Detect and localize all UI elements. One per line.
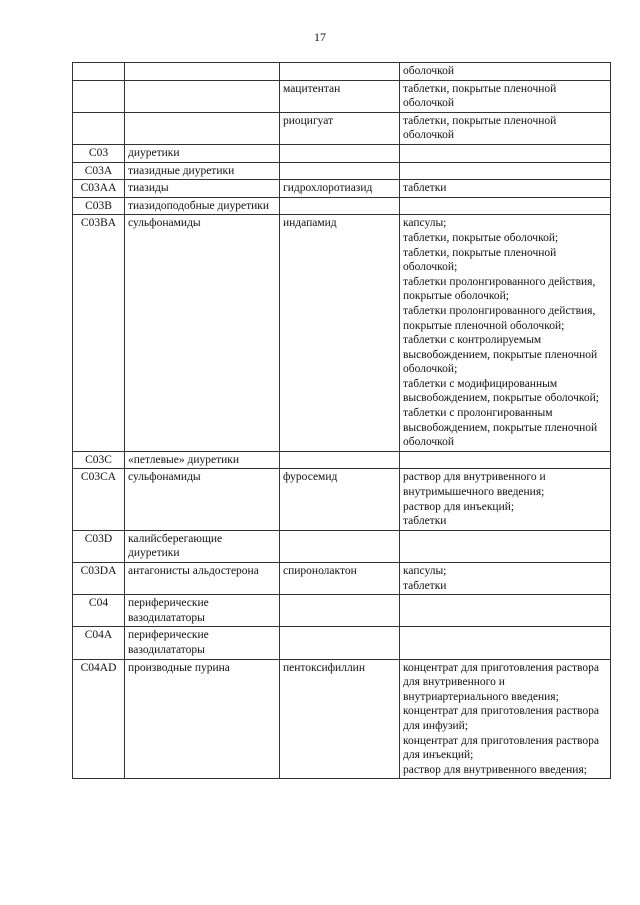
table-row bbox=[73, 627, 611, 659]
drug-name-cell bbox=[280, 197, 400, 215]
atc-code-cell: C03BA bbox=[73, 215, 125, 452]
drug-name-cell: риоцигуат bbox=[280, 112, 400, 144]
atc-code-cell: C03C bbox=[73, 451, 125, 469]
drug-name-cell bbox=[280, 63, 400, 81]
table-row bbox=[73, 112, 611, 144]
group-name-cell: периферические вазодилататоры bbox=[125, 627, 280, 659]
atc-code-cell: C03DA bbox=[73, 563, 125, 595]
table-row bbox=[73, 530, 611, 562]
group-name-cell: диуретики bbox=[125, 144, 280, 162]
drug-name-cell: индапамид bbox=[280, 215, 400, 452]
group-name-cell: «петлевые» диуретики bbox=[125, 451, 280, 469]
group-name-cell: тиазидоподобные диуретики bbox=[125, 197, 280, 215]
group-name-cell: производные пурина bbox=[125, 659, 280, 779]
dosage-forms-cell: таблетки bbox=[400, 180, 611, 198]
group-name-cell: сульфонамиды bbox=[125, 469, 280, 530]
atc-code-cell: C03AA bbox=[73, 180, 125, 198]
atc-code-cell: C03B bbox=[73, 197, 125, 215]
table-row bbox=[73, 80, 611, 112]
group-name-cell: сульфонамиды bbox=[125, 215, 280, 452]
table-row bbox=[73, 215, 611, 452]
table-row bbox=[73, 162, 611, 180]
dosage-forms-cell bbox=[400, 627, 611, 659]
table-row bbox=[73, 595, 611, 627]
drug-name-cell bbox=[280, 530, 400, 562]
dosage-forms-cell: капсулы; таблетки, покрытые оболочкой; таблетки, покрытые пленочной оболочкой; таблетки пролонгированного действия, покрытые оболочкой; таблетки пролонгированного действия, покрытые пленочной оболочкой; таблетки с контролируемым высвобождением, покрытые пленочной оболочкой; таблетки с модифицированным высвобождением, покрытые оболочкой; таблетки с пролонгированным высвобождением, покрытые пленочной оболочкой bbox=[400, 215, 611, 452]
atc-code-cell bbox=[73, 112, 125, 144]
atc-code-cell: C03D bbox=[73, 530, 125, 562]
page-number: 17 bbox=[314, 30, 326, 44]
dosage-forms-cell bbox=[400, 144, 611, 162]
drug-name-cell: мацитентан bbox=[280, 80, 400, 112]
atc-code-cell: C03CA bbox=[73, 469, 125, 530]
drug-name-cell: пентоксифиллин bbox=[280, 659, 400, 779]
dosage-forms-cell: оболочкой bbox=[400, 63, 611, 81]
group-name-cell bbox=[125, 112, 280, 144]
group-name-cell: калийсберегающие диуретики bbox=[125, 530, 280, 562]
dosage-forms-cell: концентрат для приготовления раствора для внутривенного и внутриартериального введения; концентрат для приготовления раствора для инфузий; концентрат для приготовления раствора для инъекций; раствор для внутривенного введения; bbox=[400, 659, 611, 779]
drug-name-cell: гидрохлоротиазид bbox=[280, 180, 400, 198]
atc-code-cell bbox=[73, 63, 125, 81]
drug-name-cell bbox=[280, 627, 400, 659]
atc-code-cell: C04A bbox=[73, 627, 125, 659]
drug-name-cell: спиронолактон bbox=[280, 563, 400, 595]
group-name-cell: антагонисты альдостерона bbox=[125, 563, 280, 595]
drug-table bbox=[72, 62, 611, 779]
dosage-forms-cell: капсулы; таблетки bbox=[400, 563, 611, 595]
group-name-cell bbox=[125, 63, 280, 81]
group-name-cell: тиазиды bbox=[125, 180, 280, 198]
table-row bbox=[73, 63, 611, 81]
dosage-forms-cell bbox=[400, 530, 611, 562]
table-row bbox=[73, 144, 611, 162]
dosage-forms-cell bbox=[400, 451, 611, 469]
group-name-cell: тиазидные диуретики bbox=[125, 162, 280, 180]
drug-name-cell bbox=[280, 595, 400, 627]
drug-name-cell bbox=[280, 162, 400, 180]
dosage-forms-cell: таблетки, покрытые пленочной оболочкой bbox=[400, 112, 611, 144]
dosage-forms-cell bbox=[400, 197, 611, 215]
atc-code-cell: C03A bbox=[73, 162, 125, 180]
table-row bbox=[73, 659, 611, 779]
atc-code-cell: C04 bbox=[73, 595, 125, 627]
dosage-forms-cell bbox=[400, 595, 611, 627]
table-row bbox=[73, 197, 611, 215]
group-name-cell bbox=[125, 80, 280, 112]
table-row bbox=[73, 563, 611, 595]
drug-name-cell: фуросемид bbox=[280, 469, 400, 530]
table-body bbox=[73, 63, 611, 779]
atc-code-cell: C03 bbox=[73, 144, 125, 162]
table-row bbox=[73, 180, 611, 198]
table-row bbox=[73, 451, 611, 469]
atc-code-cell bbox=[73, 80, 125, 112]
drug-name-cell bbox=[280, 451, 400, 469]
atc-code-cell: C04AD bbox=[73, 659, 125, 779]
table-row bbox=[73, 469, 611, 530]
group-name-cell: периферические вазодилататоры bbox=[125, 595, 280, 627]
dosage-forms-cell bbox=[400, 162, 611, 180]
drug-name-cell bbox=[280, 144, 400, 162]
dosage-forms-cell: таблетки, покрытые пленочной оболочкой bbox=[400, 80, 611, 112]
dosage-forms-cell: раствор для внутривенного и внутримышечного введения; раствор для инъекций; таблетки bbox=[400, 469, 611, 530]
